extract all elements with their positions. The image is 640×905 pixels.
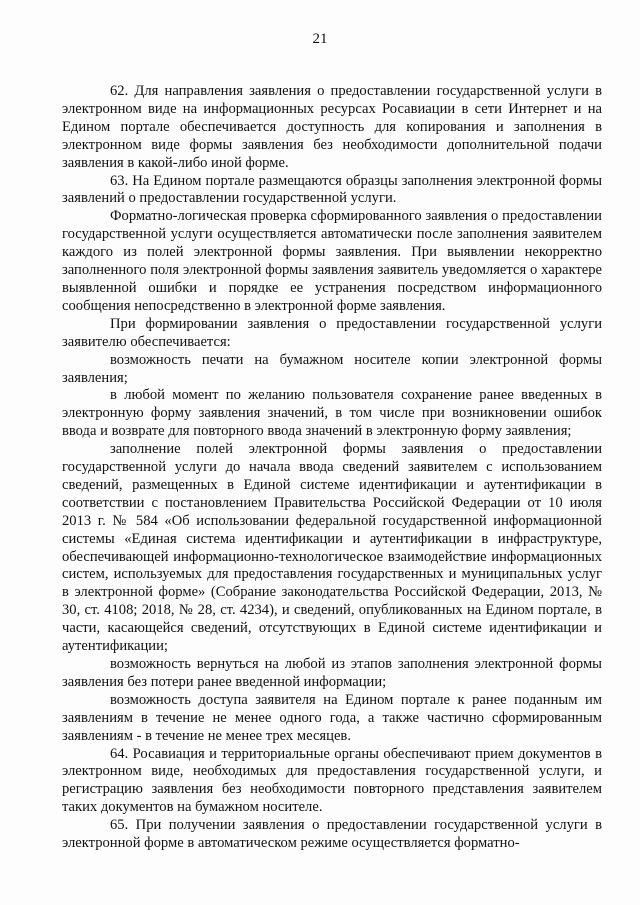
list-item-return: возможность вернуться на любой из этапов заполнения электронной формы заявления без потери ранее введенной информации; — [62, 656, 602, 690]
page-number: 21 — [312, 31, 328, 47]
paragraph-63: 63. На Едином портале размещаются образцы заполнения электронной формы заявлений о предоставлении государственной услуги. — [62, 172, 602, 207]
paragraph-forming-intro: При формировании заявления о предоставлении государственной услуги заявителю обеспечивается: — [62, 315, 602, 350]
paragraph-format-check: Форматно-логическая проверка сформированного заявления о предоставлении государственной услуги осуществляется автоматически после заполнения заявителем каждого из полей электронной формы заявления. При выявлении некорректно заполненного поля электронной формы заявления заявитель уведомляется о характере выявленной ошибки и порядке ее устранения посредством информационного сообщения непосредственно в электронной форме заявления. — [62, 208, 602, 314]
list-item-save: в любой момент по желанию пользователя сохранение ранее введенных в электронную форму заявления значений, в том числе при возникновении ошибок ввода и возврате для повторного ввода значений в электронную форму заявления; — [62, 387, 602, 440]
paragraph-64: 64. Росавиация и территориальные органы обеспечивают прием документов в электронном виде, необходимых для предоставления государственной услуги, и регистрацию заявления без необходимости повторного представления заявителем таких документов на бумажном носителе. — [62, 745, 602, 816]
list-item-access: возможность доступа заявителя на Едином портале к ранее поданным им заявлениям в течение не менее одного года, а также частично сформированным заявлениям - в течение не менее трех месяцев. — [62, 691, 602, 744]
paragraph-65: 65. При получении заявления о предоставлении государственной услуги в электронной форме в автоматическом режиме осуществляется форматно- — [62, 817, 602, 852]
document-body — [62, 83, 602, 853]
list-item-prefill: заполнение полей электронной формы заявления о предоставлении государственной услуги до начала ввода сведений заявителем с использованием сведений, размещенных в Единой системе идентификации и аутентификации в соответствии с постановлением Правительства Российской Федерации от 10 июля 2013 г. № 584 «Об использовании федеральной государственной информационной системы «Единая система идентификации и аутентификации в инфраструктуре, обеспечивающей информационно-технологическое взаимодействие информационных систем, используемых для предоставления государственных и муниципальных услуг в электронной форме» (Собрание законодательства Российской Федерации, 2013, № 30, ст. 4108; 2018, № 28, ст. 4234), и сведений, опубликованных на Едином портале, в части, касающейся сведений, отсутствующих в Единой системе идентификации и аутентификации; — [62, 441, 602, 655]
list-item-print: возможность печати на бумажном носителе копии электронной формы заявления; — [62, 351, 602, 386]
paragraph-62: 62. Для направления заявления о предоставлении государственной услуги в электронном виде на информационных ресурсах Росавиации в сети Интернет и на Едином портале обеспечивается доступность для копирования и заполнения в электронном виде формы заявления без необходимости дополнительной подачи заявления в какой-либо иной форме. — [62, 83, 602, 171]
